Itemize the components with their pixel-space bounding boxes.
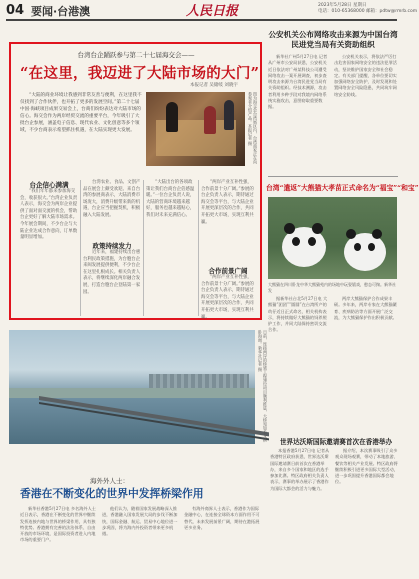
bridge-photo-caption: 日前，连接两岸的桥梁工程建设项目顺利推进，大桥宛如长龙横卧海面。新华社记者 摄: [258, 330, 268, 442]
panda-photo-caption: 大熊猫在四川卧龙中华大熊猫苑内的场地中玩耍嬉戏，憨态可掬。新华社发: [268, 282, 396, 293]
feature-headline[interactable]: “在这里，我迈进了大陆市场的大门”: [20, 65, 260, 82]
feature-kicker: 台湾台企踊跃参与第二十七届海交会——: [77, 51, 195, 59]
photo-person-shape: [166, 102, 178, 132]
feature-body-col3: “大陆出台的各项政策让我们台商台企倍感温暖。”一位台企负责人说，大陆的营商环境越来越好，服务也越来越贴心，我们对未来充满信心。: [146, 180, 195, 218]
dateline: [318, 3, 417, 15]
right-top-body-col2: 公安机关表示，将依法严厉打击危害国家网络安全的违法犯罪活动，坚决维护国家安全和社会稳定。有关部门提醒，各单位要切实加强网络安全防护，及时发现和处置网络安全风险隐患，共同筑牢网络安全防线。: [334, 54, 397, 97]
panda-eye-shape: [354, 243, 361, 251]
panda-ear-shape: [312, 223, 323, 234]
right-top-body-col1: 新华社广州5月27日电 记者从广州市公安局获悉，公安机关近日依法对广州某科技公司遭受网络攻击一案开展调查，初步查明攻击来源为台湾民进党当局有关资助组织。经技术溯源，攻击者利用多种手段对我境内网络系统实施攻击，意图窃取重要数据。: [268, 54, 328, 110]
feature-lede: “大陆的商业环境让我感到非常友善与便利，在这里我不仅找到了合作伙伴，也开拓了更多的发展空间。”第二十七届中国·海峡项目成果交易会上，台商们纷纷表达对大陆市场的信心。海交会作为两岸经贸交流的重要平台，今年吸引了大批台企参展，涵盖电子信息、现代农业、文化创意等多个领域，不少台商表示希望抓住机遇，在大陆实现更大发展。: [20, 93, 142, 133]
feature-photo-caption: 图为海交会台湾展区内，台湾商家正在向参观者介绍产品。本报记者 摄: [248, 92, 258, 164]
bridge-photo[interactable]: [9, 330, 255, 444]
column-divider: [198, 180, 199, 316]
panda-body-col2: 两岸大熊猫保护合作成果丰硕。多年来，两岸专家在大熊猫繁育、疾病防治等方面开展广泛交流，为大熊猫保护作出积极贡献。: [334, 296, 397, 320]
photo-bridge-deck-shape: [39, 402, 269, 440]
masthead-logo: 人民日报: [186, 4, 239, 19]
lower-right-headline[interactable]: 世界达沃斯国际邀请赛首次在香港举办: [279, 438, 393, 446]
feature-subhead-3: 合作前景广阔: [208, 267, 248, 275]
photo-person-shape: [224, 100, 234, 130]
right-divider: [268, 176, 398, 177]
feature-body-col1: “我们年年都来参加海交会，收获很大。”台湾企业负责人表示，海交会为两岸企业提供了面对面交流的机会，帮助台企更好了解大陆市场需求。今年展会期间，不少台企与大陆企业达成合作意向，订单数量明显增加。: [20, 189, 78, 241]
bottom-headline[interactable]: 香港在不断变化的世界中发挥桥梁作用: [20, 487, 204, 500]
section-title: 要闻·台港澳: [31, 5, 91, 18]
bottom-body-col2: 他们认为，随着国家发展战略深入推进，香港融入国家发展大局的步伐不断加快，国际金融、航运、贸易中心地位进一步巩固，将为海内外投资者带来更多机遇。: [102, 506, 178, 537]
lower-right-body-col2: 据介绍，本次赛事吸引了众多观众现场观赛，带动了本地旅游、餐饮等相关产业发展。特区政府将继续积极引进更多国际大型活动，进一步巩固提升香港国际都会地位。: [335, 448, 398, 485]
panda-ear-shape: [372, 229, 382, 239]
photo-skyline-shape: [149, 374, 249, 388]
header-rule: [6, 19, 397, 21]
bottom-body-col1: 新华社香港5月27日电 多名海外人士近日表示，香港在不断变化的世界中继续发挥连接内地与世界的桥梁作用，具有独特优势。香港拥有完善的法治体系、自由开放的市场环境，是国际投资者进入内地市场的重要门户。: [20, 506, 96, 543]
panda-eye-shape: [292, 237, 300, 246]
column-divider: [143, 180, 144, 316]
panda-photo[interactable]: [268, 197, 397, 279]
feature-subhead-2: 政策持续发力: [92, 242, 132, 250]
feature-byline: 本报记者 吴储岐 刘晓宇: [190, 83, 238, 88]
panda-body-col1: 据新华社台北5月27日电 大熊猫“团团”“圆圆”在台湾所产的幼仔近日正式命名，相关机构表示，将持续做好大熊猫的饲养照护工作，并同大陆保持密切交流合作。: [268, 296, 328, 333]
feature-body-col2a: 台湾农业、食品、文创产品在展会上颇受欢迎。来自台湾的参展商表示，大陆消费市场庞大，消费升级带来新的机遇，台企应当把握契机，积极融入大陆发展。: [83, 180, 141, 218]
panda-headline[interactable]: 台湾“遣返”大熊猫大孝苗正式命名为“福宝”“和宝”: [266, 184, 419, 192]
bottom-body-col3: 有海外商界人士表示，香港作为国际金融中心，在连接全球资本方面作用不可替代，未来发展前景广阔，期待在港拓展更多业务。: [184, 506, 260, 530]
panda-ear-shape: [346, 229, 356, 239]
photo-bridge-deck-shape: [39, 396, 269, 436]
feature-photo[interactable]: [146, 92, 245, 166]
photo-person-shape: [204, 106, 216, 134]
panda-ear-shape: [284, 223, 295, 234]
lower-right-body-col1: 本报香港5月27日电 记者从香港特区政府获悉，世界达沃斯国际邀请赛日前首次在香港举办，来自多个国家和地区的选手参加比赛。特区政府相关负责人表示，赛事的举办展示了香港作为国际大都会的活力与魅力。: [270, 448, 330, 491]
dateline-date: 2023年5月28日 星期日: [318, 3, 367, 8]
page-number: 04: [6, 3, 25, 18]
right-top-headline[interactable]: 公安机关公布网络攻击来源为中国台湾民进党当局有关资助组织: [268, 30, 398, 49]
feature-subhead-1: 台企信心满满: [29, 181, 69, 189]
feature-body-col4b: “两岸产业互补性强，合作前景十分广阔。”参展的台企负责人表示，期待通过海交会等平台，与大陆企业开展更深层次的合作，共同开拓更大市场，实现互利共赢。: [201, 275, 254, 320]
feature-body-col2b: 近年来，福建持续出台惠台利民政策措施，为台胞台企来闽发展提供便利，不少台企在这里扎根成长。相关负责人表示，将继续深化两岸融合发展，打造台胞台企登陆第一家园。: [83, 250, 141, 295]
feature-body-col4a: “两岸产业互补性强，合作前景十分广阔。”参展的台企负责人表示，期待通过海交会等平台，与大陆企业开展更深层次的合作，共同开拓更大市场，实现互利共赢。: [201, 180, 254, 225]
bottom-kicker: 海外外人士：: [90, 477, 129, 485]
panda-eye-shape: [308, 237, 316, 246]
dateline-contact: 电话：010-65368000 邮箱：pdtw@rmrb.com: [318, 9, 418, 14]
column-divider: [80, 180, 81, 316]
panda-eye-shape: [368, 243, 375, 251]
